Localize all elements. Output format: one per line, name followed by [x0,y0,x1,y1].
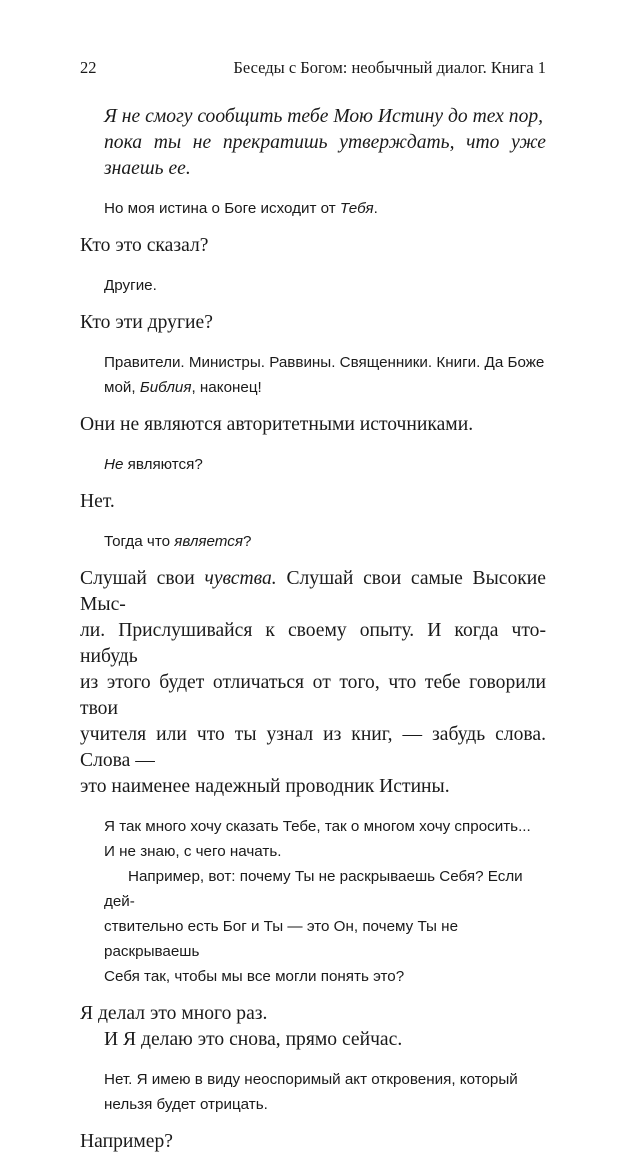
text-line: Я так много хочу сказать Тебе, так о многом хочу спросить... [104,818,531,835]
text-run: мой, [104,379,140,396]
paragraph-author-6 [80,814,546,989]
emphasis: Тебя [339,200,374,217]
paragraph-author-7 [80,1067,546,1117]
emphasis: чувства. [204,568,277,589]
text-line: Я не смогу сообщить тебе Мою Истину до тех пор, [104,106,544,127]
text-run: Слушай свои самые Высокие Мыс- [80,568,546,615]
paragraph-author-3 [80,350,546,400]
paragraph-author-2 [80,273,546,298]
text-line: ствительно есть Бог и Ты — это Он, почему Ты не раскрываешь [104,918,459,960]
text-line: пока ты не прекратишь утверждать, что уже знаешь ее. [104,132,546,179]
text-line: нельзя будет отрицать. [104,1096,268,1113]
text-run: . [373,200,378,217]
text-line: Правители. Министры. Раввины. Священники. Книги. Да Боже [104,354,545,371]
page-header [80,58,546,80]
paragraph-god-6 [80,566,546,800]
text-line: Другие. [104,277,157,294]
text-line: Например? [80,1131,173,1152]
text-line: это наименее надежный проводник Истины. [80,776,450,797]
paragraph-god-2 [80,233,546,259]
paragraph-author-1 [80,196,546,221]
text-line: учителя или что ты узнал из книг, — забудь слова. Слова — [80,724,546,771]
emphasis: Не [104,456,124,473]
running-title: Беседы с Богом: необычный диалог. Книга 1 [233,58,546,77]
text-run: Тогда что [104,533,175,550]
text-line: Нет. Я имею в виду неоспоримый акт откровения, который [104,1071,518,1088]
paragraph-god-5 [80,489,546,515]
paragraph-god-3 [80,310,546,336]
text-run: Слушай свои [80,568,205,589]
text-line: из этого будет отличаться от того, что тебе говорили твои [80,672,546,719]
paragraph-god-1 [80,104,546,182]
paragraph-god-8 [80,1129,546,1155]
paragraph-author-4 [80,452,546,477]
text-run: , наконец! [191,379,262,396]
text-run: ? [242,533,252,550]
text-line: И Я делаю это снова, прямо сейчас. [104,1029,403,1050]
paragraph-author-5 [80,529,546,554]
text-run: Но моя истина о Боге исходит от [104,200,340,217]
text-line: Я делал это много раз. [80,1003,268,1024]
page-number: 22 [80,58,97,77]
text-line: Себя так, чтобы мы все могли понять это? [104,968,405,985]
text-line: Например, вот: почему Ты не раскрываешь Себя? Если дей- [104,868,523,910]
emphasis: Библия [139,379,192,396]
text-line: И не знаю, с чего начать. [104,843,282,860]
text-run: являются? [123,456,203,473]
text-line: Кто эти другие? [80,312,213,333]
text-line: Кто это сказал? [80,235,209,256]
text-line: Они не являются авторитетными источниками. [80,414,474,435]
paragraph-god-4 [80,412,546,438]
page-body [80,104,546,1155]
paragraph-god-7 [80,1001,546,1053]
emphasis: является [174,533,243,550]
text-line: Нет. [80,491,115,512]
text-line: ли. Прислушивайся к своему опыту. И когда что-нибудь [80,620,546,667]
